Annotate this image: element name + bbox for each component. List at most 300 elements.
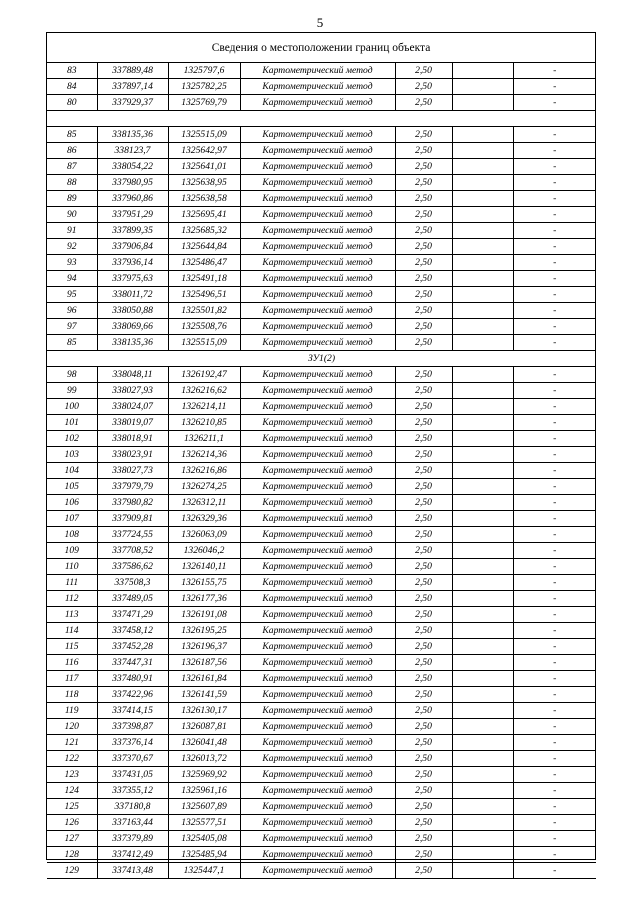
method-cell: Картометрический метод (240, 207, 395, 223)
dash-cell: - (513, 527, 596, 543)
method-cell: Картометрический метод (240, 223, 395, 239)
table-row (47, 447, 596, 463)
section-label: ЗУ1(2) (47, 351, 596, 367)
accuracy-cell: 2,50 (395, 735, 452, 751)
y-coordinate-cell: 1326140,11 (168, 559, 240, 575)
y-coordinate-cell: 1325508,76 (168, 319, 240, 335)
y-coordinate-cell: 1325969,92 (168, 767, 240, 783)
x-coordinate-cell: 337422,96 (97, 687, 168, 703)
accuracy-cell: 2,50 (395, 543, 452, 559)
point-number-cell: 105 (47, 479, 97, 495)
point-number-cell: 111 (47, 575, 97, 591)
table-row (47, 783, 596, 799)
table-row (47, 671, 596, 687)
note-cell (452, 95, 513, 111)
note-cell (452, 575, 513, 591)
y-coordinate-cell: 1325782,25 (168, 79, 240, 95)
y-coordinate-cell: 1326195,25 (168, 623, 240, 639)
note-cell (452, 447, 513, 463)
method-cell: Картометрический метод (240, 479, 395, 495)
accuracy-cell: 2,50 (395, 319, 452, 335)
method-cell: Картометрический метод (240, 815, 395, 831)
dash-cell: - (513, 191, 596, 207)
dash-cell: - (513, 79, 596, 95)
table-row (47, 79, 596, 95)
method-cell: Картометрический метод (240, 671, 395, 687)
method-cell: Картометрический метод (240, 831, 395, 847)
accuracy-cell: 2,50 (395, 559, 452, 575)
dash-cell: - (513, 431, 596, 447)
dash-cell: - (513, 607, 596, 623)
x-coordinate-cell: 337471,29 (97, 607, 168, 623)
note-cell (452, 527, 513, 543)
note-cell (452, 607, 513, 623)
point-number-cell: 118 (47, 687, 97, 703)
x-coordinate-cell: 337376,14 (97, 735, 168, 751)
dash-cell: - (513, 703, 596, 719)
note-cell (452, 239, 513, 255)
table-row (47, 143, 596, 159)
y-coordinate-cell: 1326130,17 (168, 703, 240, 719)
note-cell (452, 623, 513, 639)
table-row (47, 719, 596, 735)
method-cell: Картометрический метод (240, 399, 395, 415)
dash-cell: - (513, 95, 596, 111)
accuracy-cell: 2,50 (395, 463, 452, 479)
point-number-cell: 107 (47, 511, 97, 527)
dash-cell: - (513, 239, 596, 255)
table-row (47, 95, 596, 111)
note-cell (452, 415, 513, 431)
dash-cell: - (513, 303, 596, 319)
table-row (47, 527, 596, 543)
y-coordinate-cell: 1325685,32 (168, 223, 240, 239)
y-coordinate-cell: 1325405,08 (168, 831, 240, 847)
y-coordinate-cell: 1325485,94 (168, 847, 240, 863)
y-coordinate-cell: 1325797,6 (168, 63, 240, 79)
table-row (47, 575, 596, 591)
accuracy-cell: 2,50 (395, 687, 452, 703)
note-cell (452, 207, 513, 223)
accuracy-cell: 2,50 (395, 783, 452, 799)
point-number-cell: 93 (47, 255, 97, 271)
x-coordinate-cell: 337980,95 (97, 175, 168, 191)
dash-cell: - (513, 383, 596, 399)
x-coordinate-cell: 337980,82 (97, 495, 168, 511)
table-row (47, 271, 596, 287)
note-cell (452, 271, 513, 287)
x-coordinate-cell: 338123,7 (97, 143, 168, 159)
table-row (47, 559, 596, 575)
method-cell: Картометрический метод (240, 527, 395, 543)
y-coordinate-cell: 1326161,84 (168, 671, 240, 687)
dash-cell: - (513, 399, 596, 415)
accuracy-cell: 2,50 (395, 655, 452, 671)
accuracy-cell: 2,50 (395, 703, 452, 719)
note-cell (452, 159, 513, 175)
note-cell (452, 127, 513, 143)
dash-cell: - (513, 687, 596, 703)
accuracy-cell: 2,50 (395, 639, 452, 655)
method-cell: Картометрический метод (240, 431, 395, 447)
table-row (47, 655, 596, 671)
x-coordinate-cell: 337889,48 (97, 63, 168, 79)
accuracy-cell: 2,50 (395, 303, 452, 319)
point-number-cell: 127 (47, 831, 97, 847)
point-number-cell: 114 (47, 623, 97, 639)
dash-cell: - (513, 783, 596, 799)
table-body (47, 63, 596, 879)
point-number-cell: 128 (47, 847, 97, 863)
dash-cell: - (513, 479, 596, 495)
dash-cell: - (513, 415, 596, 431)
table-row (47, 431, 596, 447)
note-cell (452, 495, 513, 511)
dash-cell: - (513, 335, 596, 351)
table-row (47, 799, 596, 815)
note-cell (452, 671, 513, 687)
point-number-cell: 125 (47, 799, 97, 815)
accuracy-cell: 2,50 (395, 271, 452, 287)
y-coordinate-cell: 1326046,2 (168, 543, 240, 559)
method-cell: Картометрический метод (240, 303, 395, 319)
method-cell: Картометрический метод (240, 383, 395, 399)
method-cell: Картометрический метод (240, 319, 395, 335)
point-number-cell: 92 (47, 239, 97, 255)
x-coordinate-cell: 338019,07 (97, 415, 168, 431)
dash-cell: - (513, 127, 596, 143)
table-row (47, 607, 596, 623)
dash-cell: - (513, 815, 596, 831)
note-cell (452, 687, 513, 703)
table-row (47, 735, 596, 751)
x-coordinate-cell: 338135,36 (97, 335, 168, 351)
point-number-cell: 103 (47, 447, 97, 463)
x-coordinate-cell: 337458,12 (97, 623, 168, 639)
x-coordinate-cell: 337508,3 (97, 575, 168, 591)
dash-cell: - (513, 143, 596, 159)
accuracy-cell: 2,50 (395, 399, 452, 415)
accuracy-cell: 2,50 (395, 447, 452, 463)
note-cell (452, 799, 513, 815)
note-cell (452, 143, 513, 159)
table-row (47, 399, 596, 415)
point-number-cell: 106 (47, 495, 97, 511)
method-cell: Картометрический метод (240, 639, 395, 655)
dash-cell: - (513, 639, 596, 655)
note-cell (452, 591, 513, 607)
accuracy-cell: 2,50 (395, 607, 452, 623)
method-cell: Картометрический метод (240, 863, 395, 879)
method-cell: Картометрический метод (240, 687, 395, 703)
table-row (47, 623, 596, 639)
x-coordinate-cell: 337708,52 (97, 543, 168, 559)
table-row (47, 239, 596, 255)
method-cell: Картометрический метод (240, 559, 395, 575)
x-coordinate-cell: 337929,37 (97, 95, 168, 111)
dash-cell: - (513, 863, 596, 879)
note-cell (452, 783, 513, 799)
point-number-cell: 123 (47, 767, 97, 783)
note-cell (452, 479, 513, 495)
method-cell: Картометрический метод (240, 191, 395, 207)
point-number-cell: 96 (47, 303, 97, 319)
table-row (47, 703, 596, 719)
point-number-cell: 129 (47, 863, 97, 879)
note-cell (452, 223, 513, 239)
point-number-cell: 87 (47, 159, 97, 175)
table-row (47, 863, 596, 879)
boundary-table-frame (46, 32, 596, 876)
note-cell (452, 655, 513, 671)
point-number-cell: 85 (47, 127, 97, 143)
table-row (47, 63, 596, 79)
dash-cell: - (513, 559, 596, 575)
table-row (47, 383, 596, 399)
dash-cell: - (513, 319, 596, 335)
accuracy-cell: 2,50 (395, 591, 452, 607)
table-row (47, 207, 596, 223)
x-coordinate-cell: 337724,55 (97, 527, 168, 543)
point-number-cell: 86 (47, 143, 97, 159)
x-coordinate-cell: 338135,36 (97, 127, 168, 143)
x-coordinate-cell: 338018,91 (97, 431, 168, 447)
method-cell: Картометрический метод (240, 735, 395, 751)
accuracy-cell: 2,50 (395, 623, 452, 639)
method-cell: Картометрический метод (240, 447, 395, 463)
note-cell (452, 639, 513, 655)
x-coordinate-cell: 337906,84 (97, 239, 168, 255)
point-number-cell: 90 (47, 207, 97, 223)
method-cell: Картометрический метод (240, 511, 395, 527)
point-number-cell: 108 (47, 527, 97, 543)
method-cell: Картометрический метод (240, 79, 395, 95)
table-row (47, 287, 596, 303)
x-coordinate-cell: 338024,07 (97, 399, 168, 415)
x-coordinate-cell: 338027,93 (97, 383, 168, 399)
separator-row (47, 111, 596, 127)
dash-cell: - (513, 847, 596, 863)
y-coordinate-cell: 1325769,79 (168, 95, 240, 111)
method-cell: Картометрический метод (240, 591, 395, 607)
accuracy-cell: 2,50 (395, 527, 452, 543)
y-coordinate-cell: 1326087,81 (168, 719, 240, 735)
note-cell (452, 719, 513, 735)
method-cell: Картометрический метод (240, 543, 395, 559)
note-cell (452, 863, 513, 879)
note-cell (452, 255, 513, 271)
accuracy-cell: 2,50 (395, 95, 452, 111)
note-cell (452, 319, 513, 335)
point-number-cell: 80 (47, 95, 97, 111)
y-coordinate-cell: 1326196,37 (168, 639, 240, 655)
dash-cell: - (513, 655, 596, 671)
y-coordinate-cell: 1326155,75 (168, 575, 240, 591)
table-row (47, 159, 596, 175)
y-coordinate-cell: 1325501,82 (168, 303, 240, 319)
method-cell: Картометрический метод (240, 847, 395, 863)
dash-cell: - (513, 495, 596, 511)
accuracy-cell: 2,50 (395, 335, 452, 351)
accuracy-cell: 2,50 (395, 191, 452, 207)
accuracy-cell: 2,50 (395, 63, 452, 79)
point-number-cell: 100 (47, 399, 97, 415)
point-number-cell: 112 (47, 591, 97, 607)
dash-cell: - (513, 767, 596, 783)
method-cell: Картометрический метод (240, 255, 395, 271)
x-coordinate-cell: 337413,48 (97, 863, 168, 879)
point-number-cell: 120 (47, 719, 97, 735)
table-row (47, 591, 596, 607)
dash-cell: - (513, 271, 596, 287)
x-coordinate-cell: 338050,88 (97, 303, 168, 319)
note-cell (452, 559, 513, 575)
method-cell: Картометрический метод (240, 63, 395, 79)
note-cell (452, 175, 513, 191)
dash-cell: - (513, 287, 596, 303)
method-cell: Картометрический метод (240, 239, 395, 255)
x-coordinate-cell: 337936,14 (97, 255, 168, 271)
accuracy-cell: 2,50 (395, 831, 452, 847)
table-row (47, 639, 596, 655)
point-number-cell: 109 (47, 543, 97, 559)
point-number-cell: 115 (47, 639, 97, 655)
x-coordinate-cell: 337180,8 (97, 799, 168, 815)
y-coordinate-cell: 1325447,1 (168, 863, 240, 879)
table-row (47, 751, 596, 767)
x-coordinate-cell: 337909,81 (97, 511, 168, 527)
note-cell (452, 431, 513, 447)
y-coordinate-cell: 1325642,97 (168, 143, 240, 159)
dash-cell: - (513, 735, 596, 751)
x-coordinate-cell: 337979,79 (97, 479, 168, 495)
dash-cell: - (513, 447, 596, 463)
y-coordinate-cell: 1326177,36 (168, 591, 240, 607)
x-coordinate-cell: 338027,73 (97, 463, 168, 479)
x-coordinate-cell: 338048,11 (97, 367, 168, 383)
accuracy-cell: 2,50 (395, 367, 452, 383)
point-number-cell: 83 (47, 63, 97, 79)
dash-cell: - (513, 367, 596, 383)
table-row (47, 415, 596, 431)
method-cell: Картометрический метод (240, 783, 395, 799)
section-header-row (47, 351, 596, 367)
table-title: Сведения о местоположении границ объекта (47, 33, 595, 63)
y-coordinate-cell: 1326214,36 (168, 447, 240, 463)
accuracy-cell: 2,50 (395, 239, 452, 255)
point-number-cell: 98 (47, 367, 97, 383)
method-cell: Картометрический метод (240, 575, 395, 591)
note-cell (452, 367, 513, 383)
y-coordinate-cell: 1326192,47 (168, 367, 240, 383)
x-coordinate-cell: 337452,28 (97, 639, 168, 655)
dash-cell: - (513, 223, 596, 239)
x-coordinate-cell: 337489,05 (97, 591, 168, 607)
point-number-cell: 119 (47, 703, 97, 719)
method-cell: Картометрический метод (240, 287, 395, 303)
point-number-cell: 122 (47, 751, 97, 767)
table-row (47, 495, 596, 511)
note-cell (452, 303, 513, 319)
y-coordinate-cell: 1325486,47 (168, 255, 240, 271)
table-row (47, 687, 596, 703)
y-coordinate-cell: 1326329,36 (168, 511, 240, 527)
table-row (47, 479, 596, 495)
y-coordinate-cell: 1326211,1 (168, 431, 240, 447)
dash-cell: - (513, 623, 596, 639)
accuracy-cell: 2,50 (395, 175, 452, 191)
y-coordinate-cell: 1326274,25 (168, 479, 240, 495)
accuracy-cell: 2,50 (395, 223, 452, 239)
dash-cell: - (513, 511, 596, 527)
table-row (47, 847, 596, 863)
point-number-cell: 117 (47, 671, 97, 687)
dash-cell: - (513, 671, 596, 687)
dash-cell: - (513, 719, 596, 735)
x-coordinate-cell: 337379,89 (97, 831, 168, 847)
table-row (47, 815, 596, 831)
page-number: 5 (316, 15, 324, 30)
point-number-cell: 104 (47, 463, 97, 479)
x-coordinate-cell: 337897,14 (97, 79, 168, 95)
y-coordinate-cell: 1325491,18 (168, 271, 240, 287)
method-cell: Картометрический метод (240, 143, 395, 159)
method-cell: Картометрический метод (240, 95, 395, 111)
y-coordinate-cell: 1325638,95 (168, 175, 240, 191)
x-coordinate-cell: 337398,87 (97, 719, 168, 735)
point-number-cell: 88 (47, 175, 97, 191)
y-coordinate-cell: 1325515,09 (168, 127, 240, 143)
point-number-cell: 126 (47, 815, 97, 831)
accuracy-cell: 2,50 (395, 815, 452, 831)
dash-cell: - (513, 831, 596, 847)
x-coordinate-cell: 337163,44 (97, 815, 168, 831)
method-cell: Картометрический метод (240, 655, 395, 671)
note-cell (452, 191, 513, 207)
table-row (47, 335, 596, 351)
note-cell (452, 287, 513, 303)
method-cell: Картометрический метод (240, 623, 395, 639)
accuracy-cell: 2,50 (395, 671, 452, 687)
y-coordinate-cell: 1325496,51 (168, 287, 240, 303)
method-cell: Картометрический метод (240, 159, 395, 175)
note-cell (452, 335, 513, 351)
separator-cell (47, 111, 596, 127)
y-coordinate-cell: 1325695,41 (168, 207, 240, 223)
x-coordinate-cell: 337355,12 (97, 783, 168, 799)
accuracy-cell: 2,50 (395, 751, 452, 767)
accuracy-cell: 2,50 (395, 415, 452, 431)
accuracy-cell: 2,50 (395, 511, 452, 527)
y-coordinate-cell: 1325577,51 (168, 815, 240, 831)
point-number-cell: 95 (47, 287, 97, 303)
accuracy-cell: 2,50 (395, 767, 452, 783)
method-cell: Картометрический метод (240, 607, 395, 623)
dash-cell: - (513, 207, 596, 223)
point-number-cell: 124 (47, 783, 97, 799)
point-number-cell: 97 (47, 319, 97, 335)
dash-cell: - (513, 159, 596, 175)
x-coordinate-cell: 338023,91 (97, 447, 168, 463)
x-coordinate-cell: 337975,63 (97, 271, 168, 287)
table-row (47, 303, 596, 319)
accuracy-cell: 2,50 (395, 207, 452, 223)
table-row (47, 831, 596, 847)
point-number-cell: 85 (47, 335, 97, 351)
note-cell (452, 79, 513, 95)
accuracy-cell: 2,50 (395, 79, 452, 95)
x-coordinate-cell: 338069,66 (97, 319, 168, 335)
